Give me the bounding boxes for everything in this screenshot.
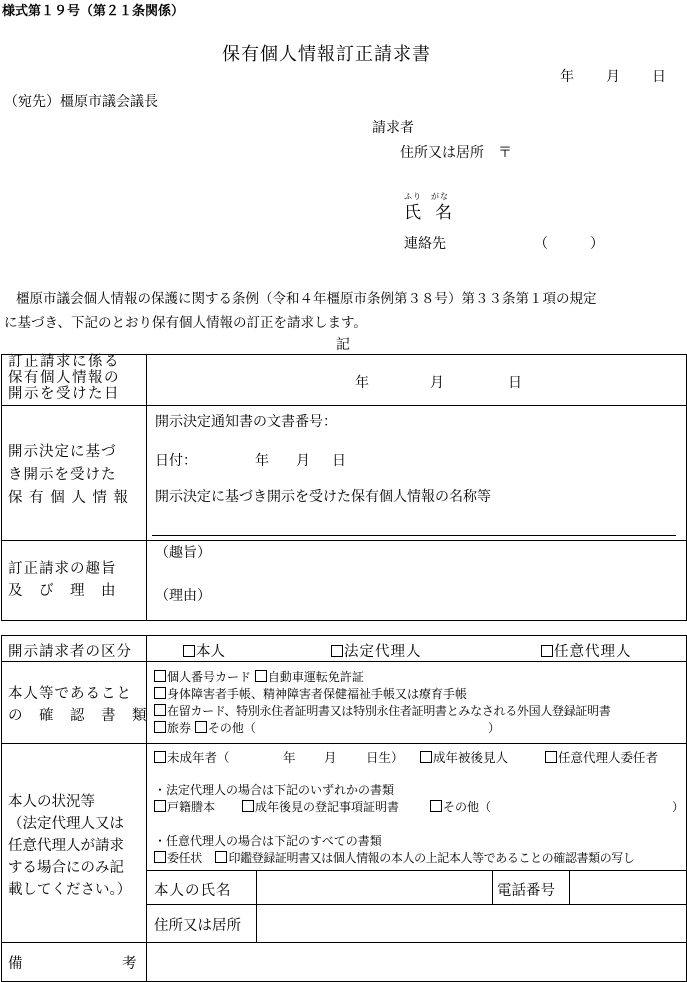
phone-label: 電話番号 xyxy=(497,883,555,899)
checkbox-icon[interactable] xyxy=(215,851,227,863)
form-number: 様式第１９号（第２１条関係） xyxy=(2,4,185,19)
checkbox-icon[interactable] xyxy=(255,670,267,682)
row1-day: 日 xyxy=(508,375,522,391)
row2-day: 日 xyxy=(332,453,346,469)
category-label: 開示請求者の区分 xyxy=(8,644,132,660)
adult-ward-option: 成年被後見人 xyxy=(420,748,508,766)
disclosed-info-label: 開示決定に基づ き開示を受けた 保 有 個 人 情 報 xyxy=(8,444,130,506)
voluntary-note: ・任意代理人の場合は下記のすべての書類 xyxy=(154,834,382,848)
legal-doc-3: その他（ xyxy=(430,798,491,815)
disclosure-date-label: 訂正請求に係る 保有個人情報の 開示を受けた日 xyxy=(8,354,120,402)
doc-line-1: 個人番号カード 自動車運転免許証 xyxy=(154,668,364,685)
checkbox-icon[interactable] xyxy=(154,851,166,863)
checkbox-icon[interactable] xyxy=(420,751,432,763)
option-self[interactable]: 本人 xyxy=(183,640,225,661)
name-ruby: ふり がな xyxy=(404,192,449,201)
body-line-1: 橿原市議会個人情報の保護に関する条例（令和４年橿原市条例第３８号）第３３条第１項の規定 xyxy=(16,291,597,307)
date-year: 年 xyxy=(560,69,574,85)
remarks-label-2: 考 xyxy=(122,956,137,972)
person-name-label: 本人の氏名 xyxy=(154,883,232,899)
reason-label: （理由） xyxy=(155,588,211,604)
checkbox-icon[interactable] xyxy=(430,800,442,812)
minor-option: 未成年者（ xyxy=(154,748,230,766)
doc-line-4: 旅券 その他（ xyxy=(154,719,256,736)
checkbox-icon[interactable] xyxy=(195,721,207,733)
doc-line-2: 身体障害者手帳、精神障害者保健福祉手帳又は療育手帳 xyxy=(154,685,467,702)
contact-label: 連絡先 xyxy=(404,236,446,252)
addressee: （宛先）橿原市議会議長 xyxy=(4,94,158,110)
checkbox-icon[interactable] xyxy=(242,800,254,812)
status-label: 本人の状況等 （法定代理人又は 任意代理人が請求 する場合にのみ記 載してください。） xyxy=(8,794,132,898)
option-voluntary-rep[interactable]: 任意代理人 xyxy=(541,640,632,661)
doc-number-label: 開示決定通知書の文書番号： xyxy=(155,414,337,430)
address-label: 住所又は居所 〒 xyxy=(400,145,512,161)
checkbox-icon xyxy=(541,645,553,657)
info-name-label: 開示決定に基づき開示を受けた保有個人情報の名称等 xyxy=(155,489,491,505)
person-address-label: 住所又は居所 xyxy=(154,918,241,934)
body-line-2: に基づき、下記のとおり保有個人情報の訂正を請求します。 xyxy=(4,315,367,331)
contact-paren: （ ） xyxy=(534,236,604,252)
name-label-2: 名 xyxy=(435,203,452,223)
row1-year: 年 xyxy=(355,375,369,391)
doc-line-3: 在留カード、特別永住者証明書又は特別永住者証明書とみなされる外国人登録証明書 xyxy=(154,702,611,719)
checkbox-icon xyxy=(331,645,343,657)
remarks-label-1: 備 xyxy=(8,956,23,972)
name-label-1: 氏 xyxy=(404,203,421,223)
doc-line-4-close: ） xyxy=(488,721,501,735)
voluntary-docs: 委任状 印鑑登録証明書又は個人情報の本人の上記本人等であることの確認書類の写し xyxy=(154,849,635,866)
legal-doc-2: 成年後見の登記事項証明書 xyxy=(242,798,399,815)
confirm-docs-label: 本人等であること の 確 認 書 類 xyxy=(8,686,148,724)
purpose-label: （趣旨） xyxy=(155,545,211,561)
checkbox-icon[interactable] xyxy=(154,751,166,763)
purpose-reason-label: 訂正請求の趣旨 及 び 理 由 xyxy=(8,561,117,599)
date-day: 日 xyxy=(652,69,666,85)
checkbox-icon[interactable] xyxy=(154,687,166,699)
checkbox-icon[interactable] xyxy=(545,751,557,763)
legal-doc-3-close: ） xyxy=(672,800,685,814)
requester-label: 請求者 xyxy=(372,120,414,136)
voluntary-delegator-option: 任意代理人委任者 xyxy=(545,748,658,766)
row2-month: 月 xyxy=(296,453,310,469)
minor-month: 月 xyxy=(324,750,337,765)
option-legal-rep[interactable]: 法定代理人 xyxy=(331,640,422,661)
checkbox-icon[interactable] xyxy=(154,721,166,733)
ki-label: 記 xyxy=(336,337,350,353)
row2-year: 年 xyxy=(255,453,269,469)
checkbox-icon[interactable] xyxy=(154,800,166,812)
checkbox-icon[interactable] xyxy=(154,670,166,682)
page-title: 保有個人情報訂正請求書 xyxy=(222,44,431,65)
checkbox-icon[interactable] xyxy=(154,704,166,716)
legal-doc-1: 戸籍謄本 xyxy=(154,798,215,815)
minor-day: 日生） xyxy=(366,750,404,765)
legal-note: ・法定代理人の場合は下記のいずれかの書類 xyxy=(154,783,395,797)
minor-year: 年 xyxy=(283,750,296,765)
checkbox-icon xyxy=(183,645,195,657)
date-label: 日付： xyxy=(155,453,197,469)
row1-month: 月 xyxy=(430,375,444,391)
date-month: 月 xyxy=(606,69,620,85)
